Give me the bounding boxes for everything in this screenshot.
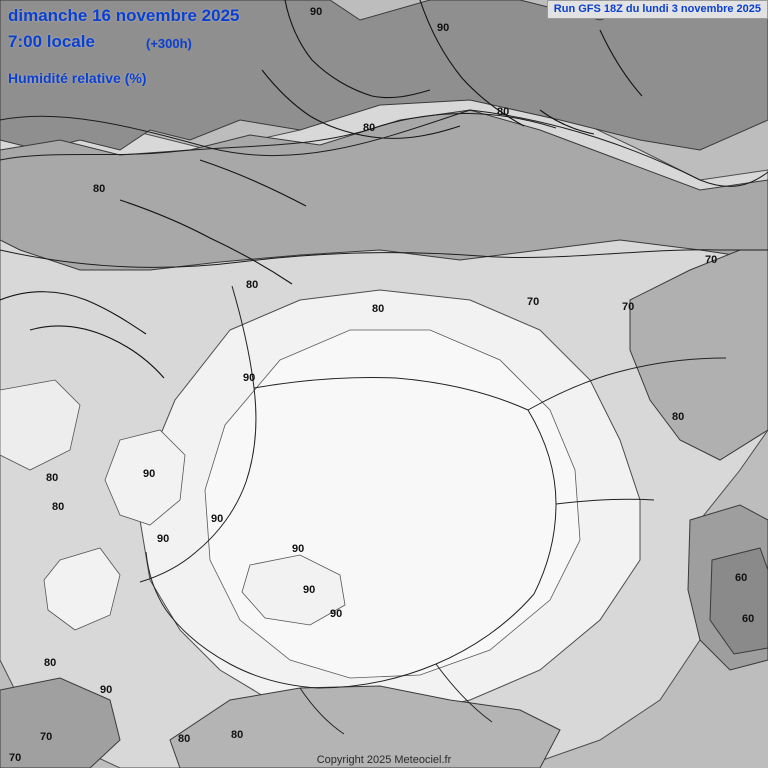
- copyright-label: Copyright 2025 Meteociel.fr: [316, 754, 452, 766]
- isoline-value-label: 80: [178, 733, 191, 745]
- isoline-value-label: 90: [243, 372, 256, 384]
- model-run-label: Run GFS 18Z du lundi 3 novembre 2025: [547, 0, 768, 19]
- forecast-date: dimanche 16 novembre 2025: [8, 6, 240, 25]
- isoline-value-label: 90: [437, 22, 450, 34]
- isoline-value-label: 90: [157, 533, 170, 545]
- isoline-value-label: 80: [44, 657, 57, 669]
- isoline-value-label: 90: [303, 584, 316, 596]
- isoline-value-label: 70: [622, 301, 635, 313]
- isoline-value-label: 70: [40, 731, 53, 743]
- isoline-value-label: 80: [93, 183, 106, 195]
- isoline-value-label: 90: [211, 513, 224, 525]
- isoline-value-label: 70: [9, 752, 22, 764]
- forecast-time: 7:00 locale: [8, 32, 95, 51]
- isoline-value-label: 60: [742, 613, 755, 625]
- isoline-value-label: 70: [527, 296, 540, 308]
- isoline-value-label: 90: [100, 684, 113, 696]
- isoline-value-label: 80: [497, 106, 510, 118]
- isoline-value-label: 80: [672, 411, 685, 423]
- isoline-value-label: 90: [330, 608, 343, 620]
- parameter-label: Humidité relative (%): [8, 70, 147, 86]
- forecast-offset: (+300h): [146, 36, 192, 51]
- isoline-value-label: 80: [363, 122, 376, 134]
- isoline-value-label: 90: [292, 543, 305, 555]
- isoline-value-label: 70: [705, 254, 718, 266]
- isoline-value-label: 80: [246, 279, 259, 291]
- isoline-value-label: 80: [231, 729, 244, 741]
- isoline-value-label: 80: [46, 472, 59, 484]
- isoline-value-label: 60: [735, 572, 748, 584]
- isoline-value-label: 80: [52, 501, 65, 513]
- isoline-value-label: 90: [143, 468, 156, 480]
- isoline-value-label: 90: [310, 6, 323, 18]
- isoline-value-label: 80: [372, 303, 385, 315]
